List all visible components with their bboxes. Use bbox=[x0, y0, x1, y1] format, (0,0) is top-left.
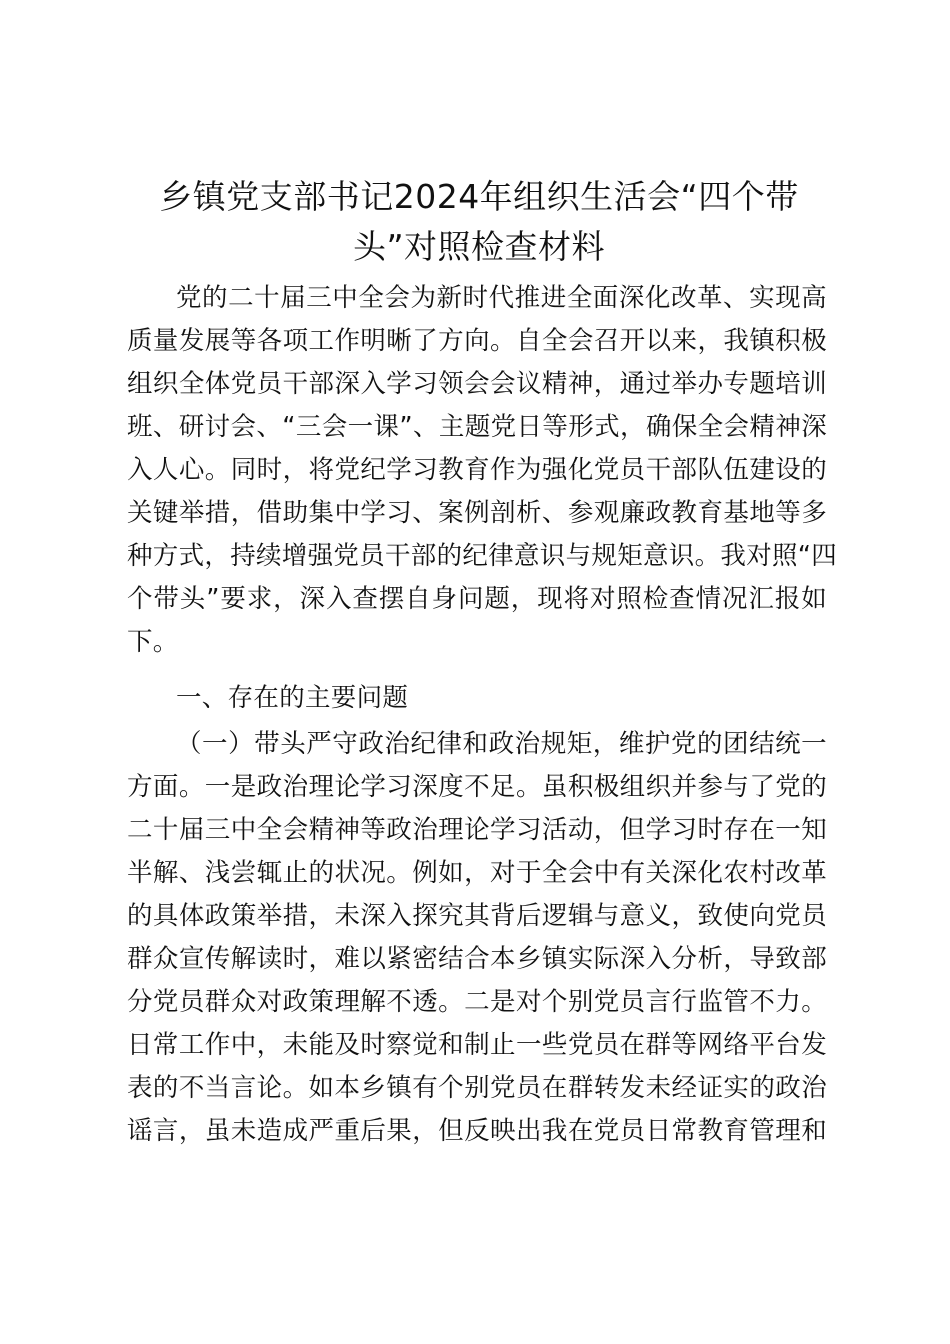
paragraph-2-line-7: 分党员群众对政策理解不透。二是对个别党员言行监管不力。 bbox=[127, 987, 827, 1017]
paragraph-1-line-3: 组织全体党员干部深入学习领会会议精神，通过举办专题培训 bbox=[127, 369, 827, 399]
paragraph-2-line-6: 群众宣传解读时，难以紧密结合本乡镇实际深入分析，导致部 bbox=[127, 944, 827, 974]
paragraph-1-line-6: 关键举措，借助集中学习、案例剖析、参观廉政教育基地等多 bbox=[127, 498, 827, 528]
title-line-2: 头”对照检查材料 bbox=[352, 227, 606, 266]
paragraph-1-line-1: 党的二十届三中全会为新时代推进全面深化改革、实现高 bbox=[176, 283, 827, 313]
paragraph-2-line-8: 日常工作中，未能及时察觉和制止一些党员在群等网络平台发 bbox=[127, 1030, 827, 1060]
paragraph-2-line-10: 谣言，虽未造成严重后果，但反映出我在党员日常教育管理和 bbox=[127, 1116, 827, 1146]
paragraph-1-line-5: 入人心。同时，将党纪学习教育作为强化党员干部队伍建设的 bbox=[127, 455, 827, 485]
paragraph-1-line-8: 个带头”要求，深入查摆自身问题，现将对照检查情况汇报如 bbox=[127, 584, 827, 614]
paragraph-2-line-1: （一）带头严守政治纪律和政治规矩，维护党的团结统一 bbox=[176, 729, 827, 759]
title-line-1: 乡镇党支部书记2024年组织生活会“四个带 bbox=[159, 177, 799, 216]
paragraph-2-line-2: 方面。一是政治理论学习深度不足。虽积极组织并参与了党的 bbox=[127, 772, 827, 802]
paragraph-1-line-7: 种方式，持续增强党员干部的纪律意识与规矩意识。我对照“四 bbox=[127, 541, 838, 571]
paragraph-1-line-2: 质量发展等各项工作明晰了方向。自全会召开以来，我镇积极 bbox=[127, 326, 827, 356]
paragraph-2-line-9: 表的不当言论。如本乡镇有个别党员在群转发未经证实的政治 bbox=[127, 1073, 827, 1103]
paragraph-2-line-4: 半解、浅尝辄止的状况。例如，对于全会中有关深化农村改革 bbox=[127, 858, 827, 888]
paragraph-1-line-9: 下。 bbox=[127, 627, 179, 657]
paragraph-2-line-3: 二十届三中全会精神等政治理论学习活动，但学习时存在一知 bbox=[127, 815, 827, 845]
paragraph-2-line-5: 的具体政策举措，未深入探究其背后逻辑与意义，致使向党员 bbox=[127, 901, 827, 931]
paragraph-1-line-4: 班、研讨会、“三会一课”、主题党日等形式，确保全会精神深 bbox=[127, 412, 827, 442]
document-title bbox=[130, 172, 828, 272]
section-heading: 一、存在的主要问题 bbox=[176, 683, 409, 713]
